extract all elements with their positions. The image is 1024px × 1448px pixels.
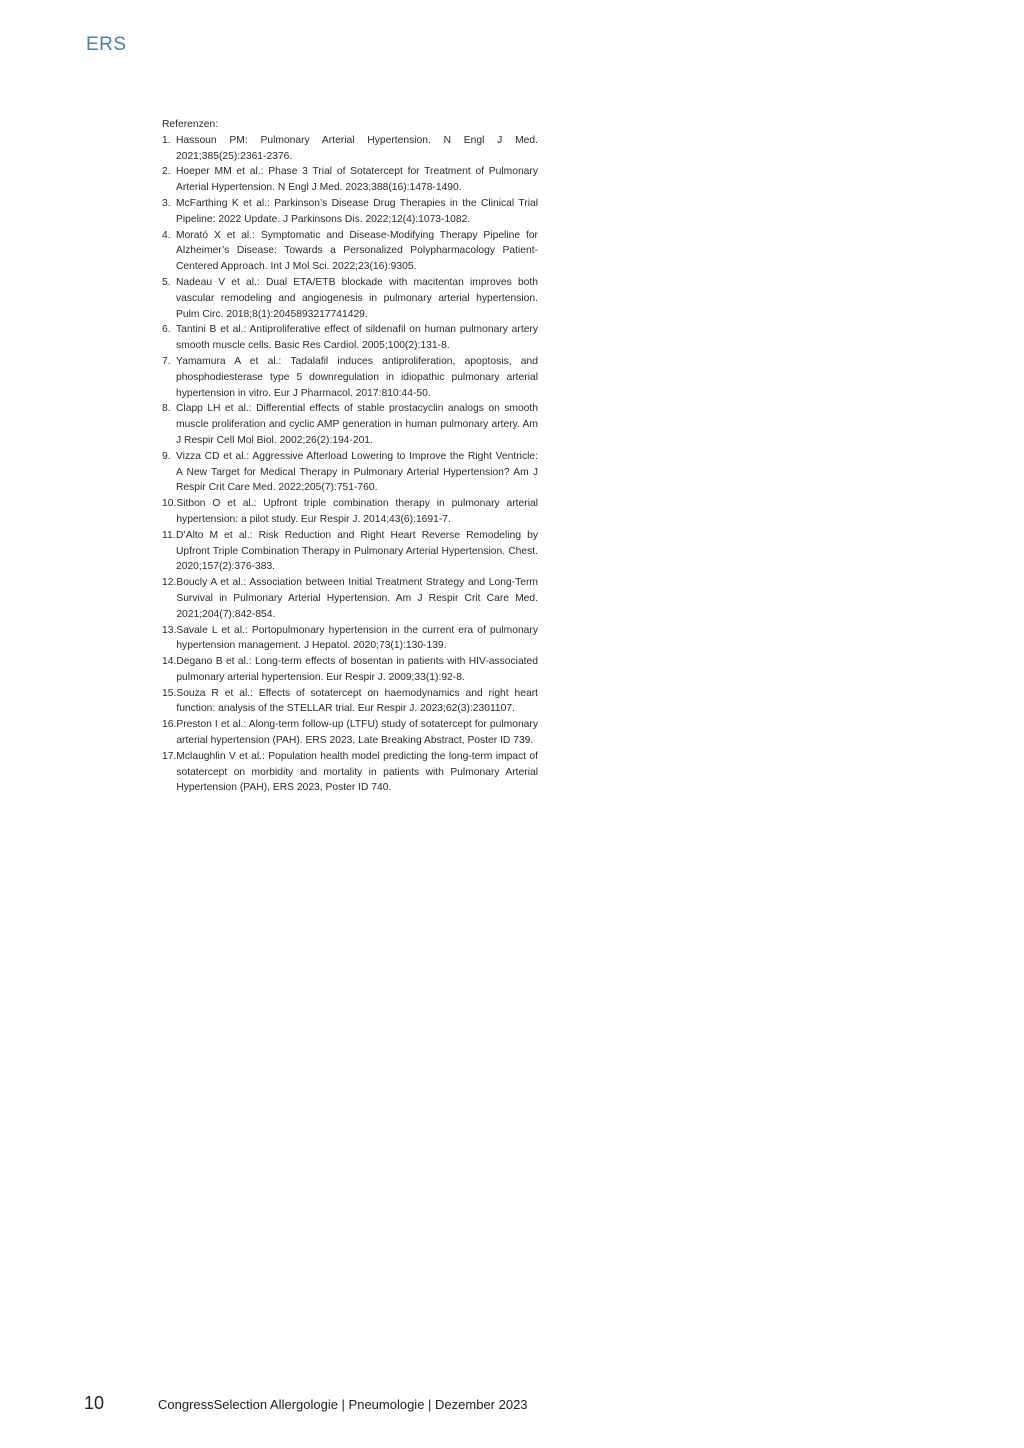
reference-item [162,717,538,749]
reference-number: 12. [162,577,177,589]
reference-text: Morató X et al.: Symptomatic and Disease-Modifying Therapy Pipeline for Alzheimer’s Disease: Towards a Personalized Polypharmacology Patient-Centered Approach. Int J Mol Sci. 2022;23(16):9305. [176,229,538,273]
reference-item [162,623,538,655]
reference-number: 15. [162,687,177,699]
reference-number: 1. [162,134,171,146]
references-section [162,117,538,796]
reference-text: McFarthing K et al.: Parkinson’s Disease Drug Therapies in the Clinical Trial Pipeline: 2022 Update. J Parkinsons Dis. 2022;12(4):1073-1082. [176,197,538,225]
reference-text: Clapp LH et al.: Differential effects of stable prostacyclin analogs on smooth muscle proliferation and cyclic AMP generation in human pulmonary artery. Am J Respir Cell Mol Biol. 2002;26(2):194-201. [176,403,538,446]
reference-text: D’Alto M et al.: Risk Reduction and Right Heart Reverse Remodeling by Upfront Triple Combination Therapy in Pulmonary Arterial Hypertension. Chest. 2020;157(2):376-383. [176,529,538,573]
reference-item [162,228,538,275]
reference-number: 9. [162,450,171,462]
reference-number: 6. [162,324,171,336]
reference-text: Savale L et al.: Portopulmonary hypertension in the current era of pulmonary hypertension management. J Hepatol. 2020;73(1):130-139. [176,624,538,652]
reference-number: 3. [162,197,171,209]
reference-number: 2. [162,166,171,178]
page-number: 10 [84,1393,105,1413]
reference-number: 5. [162,276,171,288]
reference-text: Degano B et al.: Long-term effects of bosentan in patients with HIV-associated pulmonary arterial hypertension. Eur Respir J. 2009;33(1):92-8. [176,656,538,683]
reference-number: 16. [162,719,177,731]
reference-item [162,354,538,401]
reference-item [162,322,538,354]
reference-list [162,133,538,796]
reference-item [162,275,538,322]
reference-item [162,164,538,196]
reference-item [162,496,538,528]
reference-text: Vizza CD et al.: Aggressive Afterload Lowering to Improve the Right Ventricle: A New Target for Medical Therapy in Pulmonary Arterial Hypertension? Am J Respir Crit Care Med. 2022;205(7):751-760. [176,450,538,494]
reference-text: Nadeau V et al.: Dual ETA/ETB blockade with macitentan improves both vascular remodeling and angiogenesis in pulmonary arterial hypertension. Pulm Circ. 2018;8(1):2045893217741429. [176,276,538,320]
reference-number: 14. [162,656,177,668]
reference-text: Preston I et al.: Along-term follow-up (LTFU) study of sotatercept for pulmonary arterial hypertension (PAH). ERS 2023, Late Breaking Abstract, Poster ID 739. [176,719,538,747]
reference-item [162,654,538,686]
reference-item [162,686,538,718]
reference-number: 10. [162,498,177,510]
reference-item [162,749,538,796]
reference-item [162,528,538,575]
references-heading: Referenzen: [162,119,219,130]
reference-number: 17. [162,750,177,762]
reference-number: 7. [162,355,171,367]
reference-text: Boucly A et al.: Association between Initial Treatment Strategy and Long-Term Survival in Pulmonary Arterial Hypertension. Am J Respir Crit Care Med. 2021;204(7):842-854. [176,577,538,620]
reference-item [162,196,538,228]
reference-text: Hoeper MM et al.: Phase 3 Trial of Sotatercept for Treatment of Pulmonary Arterial Hypertension. N Engl J Med. 2023;388(16):1478-1490. [176,166,538,194]
reference-text: Mclaughlin V et al.: Population health model predicting the long-term impact of sotatercept on morbidity and mortality in patients with Pulmonary Arterial Hypertension (PAH), ERS 2023, Poster ID 740. [176,750,538,794]
reference-item [162,401,538,448]
reference-text: Yamamura A et al.: Tadalafil induces antiproliferation, apoptosis, and phosphodiesterase type 5 downregulation in idiopathic pulmonary arterial hypertension in vitro. Eur J Pharmacol. 2017:810:44-50. [176,355,538,399]
page-footer [84,1393,784,1417]
reference-number: 13. [162,624,177,636]
section-tag: ERS [86,34,127,55]
reference-number: 4. [162,229,171,241]
reference-item [162,133,538,165]
reference-text: Souza R et al.: Effects of sotatercept on haemodynamics and right heart function: analysis of the STELLAR trial. Eur Respir J. 2023;62(3):2301107. [176,687,538,715]
reference-item [162,575,538,622]
reference-text: Sitbon O et al.: Upfront triple combination therapy in pulmonary arterial hypertension: a pilot study. Eur Respir J. 2014;43(6):1691-7. [176,498,538,525]
reference-text: Hassoun PM: Pulmonary Arterial Hypertension. N Engl J Med. 2021;385(25):2361-2376. [176,134,538,162]
reference-number: 8. [162,403,171,415]
reference-number: 11. [162,529,176,541]
reference-text: Tantini B et al.: Antiproliferative effect of sildenafil on human pulmonary artery smooth muscle cells. Basic Res Cardiol. 2005;100(2):131-8. [176,324,538,352]
publication-title: CongressSelection Allergologie | Pneumologie | Dezember 2023 [158,1397,528,1412]
reference-item [162,449,538,496]
